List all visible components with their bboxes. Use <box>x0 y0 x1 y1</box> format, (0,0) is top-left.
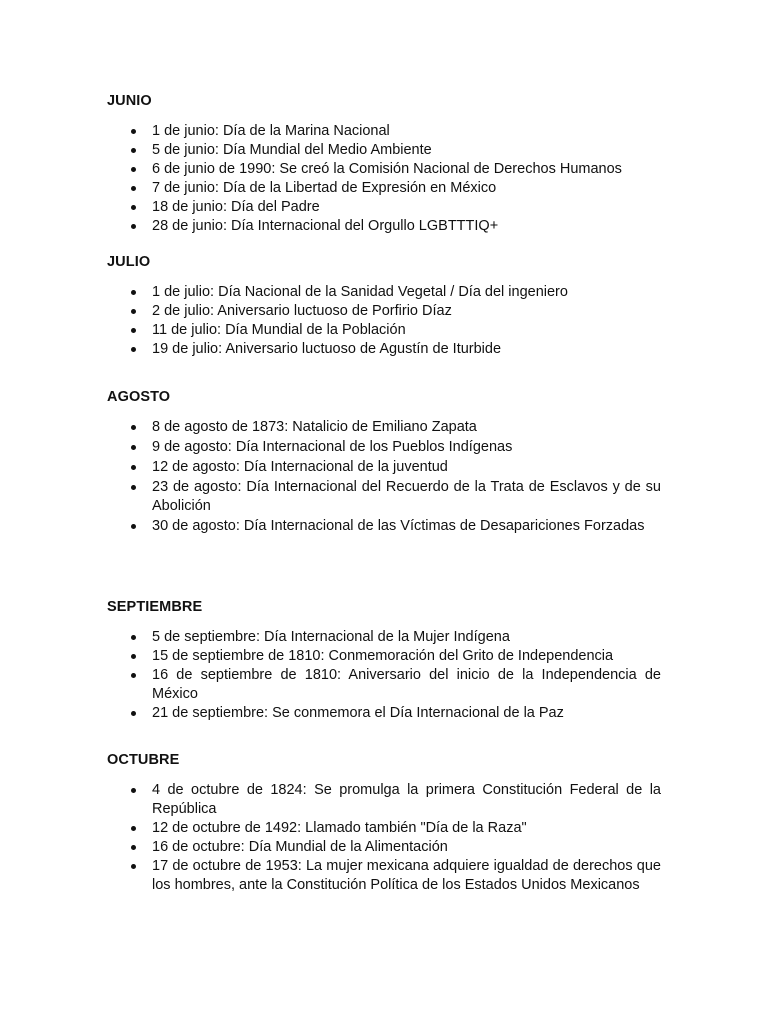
list-item-text: 1 de julio: Día Nacional de la Sanidad Vegetal / Día del ingeniero <box>152 284 568 300</box>
list-item-text: 8 de agosto de 1873: Natalicio de Emiliano Zapata <box>152 419 477 435</box>
list-item-text: 5 de junio: Día Mundial del Medio Ambiente <box>152 142 432 158</box>
list-item <box>107 819 661 838</box>
bullet-icon <box>131 148 136 153</box>
list-item <box>107 857 661 895</box>
list-item-text: 18 de junio: Día del Padre <box>152 199 320 215</box>
list-item-text: 16 de septiembre de 1810: Aniversario del inicio de la Independencia de México <box>152 667 661 702</box>
list-item <box>107 517 661 536</box>
list-item <box>107 647 661 666</box>
list-item <box>107 321 661 340</box>
month-heading: JUNIO <box>107 93 152 109</box>
list-item-text: 9 de agosto: Día Internacional de los Pueblos Indígenas <box>152 439 513 455</box>
bullet-icon <box>131 425 136 430</box>
bullet-icon <box>131 465 136 470</box>
bullet-icon <box>131 347 136 352</box>
bullet-icon <box>131 788 136 793</box>
list-item-text: 7 de junio: Día de la Libertad de Expresión en México <box>152 180 497 196</box>
event-list <box>107 122 661 236</box>
month-heading: AGOSTO <box>107 389 171 405</box>
list-item-text: 28 de junio: Día Internacional del Orgullo LGBTTTIQ+ <box>152 218 499 234</box>
list-item <box>107 838 661 857</box>
list-item-text: 1 de junio: Día de la Marina Nacional <box>152 123 390 139</box>
list-item <box>107 160 661 179</box>
month-heading: OCTUBRE <box>107 752 180 768</box>
list-item-text: 5 de septiembre: Día Internacional de la Mujer Indígena <box>152 629 510 645</box>
bullet-icon <box>131 864 136 869</box>
bullet-icon <box>131 654 136 659</box>
bullet-icon <box>131 445 136 450</box>
month-section-septiembre <box>107 598 661 723</box>
event-list <box>107 781 661 895</box>
event-list <box>107 628 661 723</box>
list-item <box>107 666 661 704</box>
bullet-icon <box>131 167 136 172</box>
list-item-text: 23 de agosto: Día Internacional del Recuerdo de la Trata de Esclavos y de su Abolición <box>152 479 661 514</box>
list-item <box>107 179 661 198</box>
list-item <box>107 704 661 723</box>
list-item <box>107 340 661 359</box>
list-item <box>107 122 661 141</box>
list-item-text: 12 de octubre de 1492: Llamado también "Día de la Raza" <box>152 820 527 836</box>
list-item <box>107 283 661 302</box>
month-section-octubre <box>107 751 661 895</box>
bullet-icon <box>131 524 136 529</box>
list-item-text: 11 de julio: Día Mundial de la Población <box>152 322 406 338</box>
bullet-icon <box>131 826 136 831</box>
list-item <box>107 141 661 160</box>
list-item-text: 19 de julio: Aniversario luctuoso de Agustín de Iturbide <box>152 341 502 357</box>
list-item <box>107 628 661 647</box>
list-item-text: 17 de octubre de 1953: La mujer mexicana adquiere igualdad de derechos que los hombres, ante la Constitución Política de los Estados Unidos Mexicanos <box>152 858 661 893</box>
bullet-icon <box>131 845 136 850</box>
list-item <box>107 458 661 477</box>
bullet-icon <box>131 673 136 678</box>
month-section-agosto <box>107 388 661 536</box>
bullet-icon <box>131 635 136 640</box>
list-item-text: 2 de julio: Aniversario luctuoso de Porfirio Díaz <box>152 303 452 319</box>
list-item-text: 12 de agosto: Día Internacional de la juventud <box>152 459 448 475</box>
bullet-icon <box>131 290 136 295</box>
bullet-icon <box>131 224 136 229</box>
list-item <box>107 418 661 437</box>
list-item-text: 6 de junio de 1990: Se creó la Comisión Nacional de Derechos Humanos <box>152 161 622 177</box>
list-item <box>107 198 661 217</box>
list-item <box>107 302 661 321</box>
bullet-icon <box>131 485 136 490</box>
bullet-icon <box>131 205 136 210</box>
list-item <box>107 438 661 457</box>
list-item-text: 30 de agosto: Día Internacional de las Víctimas de Desapariciones Forzadas <box>152 518 645 534</box>
month-heading: JULIO <box>107 254 151 270</box>
list-item-text: 4 de octubre de 1824: Se promulga la primera Constitución Federal de la República <box>152 782 661 817</box>
month-heading: SEPTIEMBRE <box>107 599 203 615</box>
list-item-text: 15 de septiembre de 1810: Conmemoración del Grito de Independencia <box>152 648 614 664</box>
bullet-icon <box>131 711 136 716</box>
month-section-junio <box>107 92 661 236</box>
bullet-icon <box>131 328 136 333</box>
event-list <box>107 283 661 359</box>
list-item-text: 16 de octubre: Día Mundial de la Alimentación <box>152 839 448 855</box>
month-section-julio <box>107 253 661 359</box>
list-item <box>107 217 661 236</box>
list-item-text: 21 de septiembre: Se conmemora el Día Internacional de la Paz <box>152 705 564 721</box>
list-item <box>107 478 661 516</box>
bullet-icon <box>131 186 136 191</box>
bullet-icon <box>131 129 136 134</box>
list-item <box>107 781 661 819</box>
event-list <box>107 418 661 536</box>
bullet-icon <box>131 309 136 314</box>
